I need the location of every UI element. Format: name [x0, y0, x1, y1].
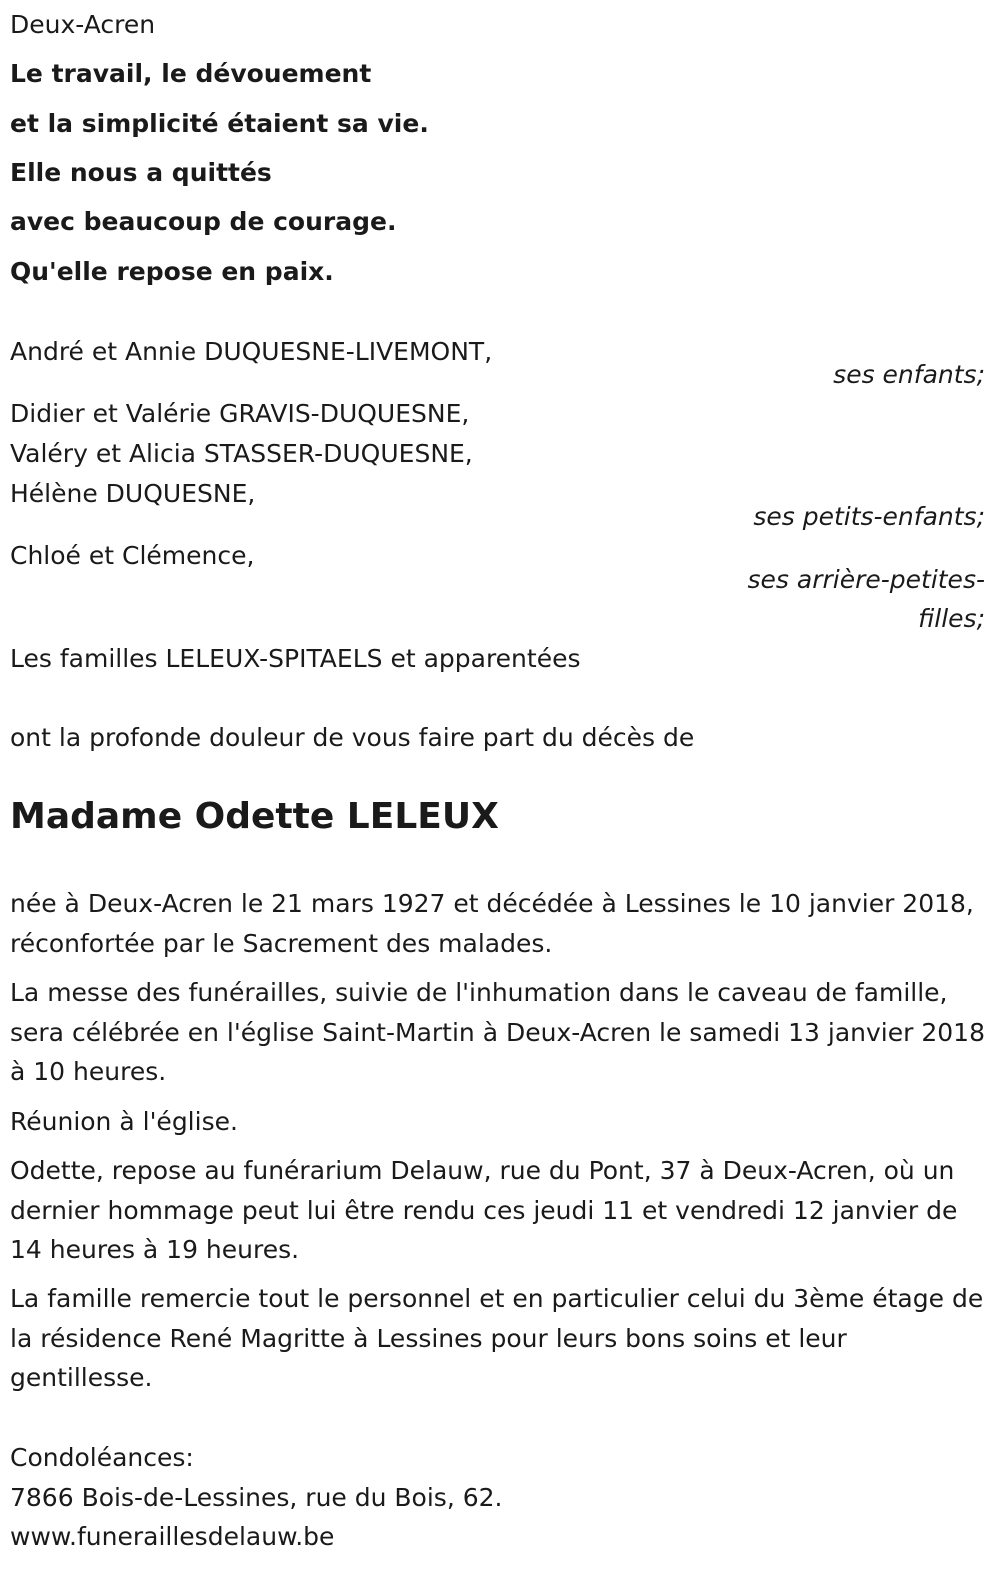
funeral-paragraph: La messe des funérailles, suivie de l'inhumation dans le caveau de famille, sera célébrée en l'église Saint-Martin à Deux-Acren le samedi 13 janvier 2018 à 10 heures. — [10, 978, 985, 1086]
birth-death-paragraph: née à Deux-Acren le 21 mars 1927 et décédée à Lessines le 10 janvier 2018, réconfortée par le Sacrement des malades. — [10, 889, 974, 958]
grandchild-name: Didier et Valérie GRAVIS-DUQUESNE, — [10, 399, 470, 428]
announcement-text: ont la profonde douleur de vous faire part du décès de — [10, 723, 695, 752]
condolences-address: 7866 Bois-de-Lessines, rue du Bois, 62. — [10, 1483, 503, 1512]
meeting-paragraph: Réunion à l'église. — [10, 1107, 238, 1136]
great-grandchildren-role-line1: ses arrière-petites- — [747, 565, 985, 594]
grandchildren-role: ses petits-enfants; — [753, 502, 985, 531]
condolences-label: Condoléances: — [10, 1443, 194, 1472]
condolences-website[interactable] — [10, 1520, 334, 1554]
thanks-paragraph: La famille remercie tout le personnel et en particulier celui du 3ème étage de la résidence René Magritte à Lessines pour leurs bons soins et leur gentillesse. — [10, 1284, 984, 1392]
deceased-name: Madame Odette LELEUX — [10, 796, 499, 837]
epitaph-line: et la simplicité étaient sa vie. — [10, 109, 429, 138]
grandchild-name: Hélène DUQUESNE, — [10, 479, 256, 508]
location-heading: Deux-Acren — [10, 10, 156, 39]
great-grandchildren-role-line2: filles; — [918, 604, 985, 633]
children-role: ses enfants; — [833, 360, 985, 389]
other-families: Les familles LELEUX-SPITAELS et apparentées — [10, 644, 581, 673]
great-grandchildren-names: Chloé et Clémence, — [10, 541, 255, 570]
grandchild-name: Valéry et Alicia STASSER-DUQUESNE, — [10, 439, 473, 468]
viewing-paragraph: Odette, repose au funérarium Delauw, rue du Pont, 37 à Deux-Acren, où un dernier hommage peut lui être rendu ces jeudi 11 et vendredi 12 janvier de 14 heures à 19 heures. — [10, 1156, 958, 1264]
epitaph-line: Elle nous a quittés — [10, 158, 272, 187]
epitaph-line: Qu'elle repose en paix. — [10, 257, 334, 286]
epitaph-line: avec beaucoup de courage. — [10, 207, 397, 236]
epitaph-line: Le travail, le dévouement — [10, 59, 372, 88]
funeral-home-website-link[interactable]: www.funeraillesdelauw.be — [10, 1522, 335, 1551]
children-names: André et Annie DUQUESNE-LIVEMONT, — [10, 337, 493, 366]
